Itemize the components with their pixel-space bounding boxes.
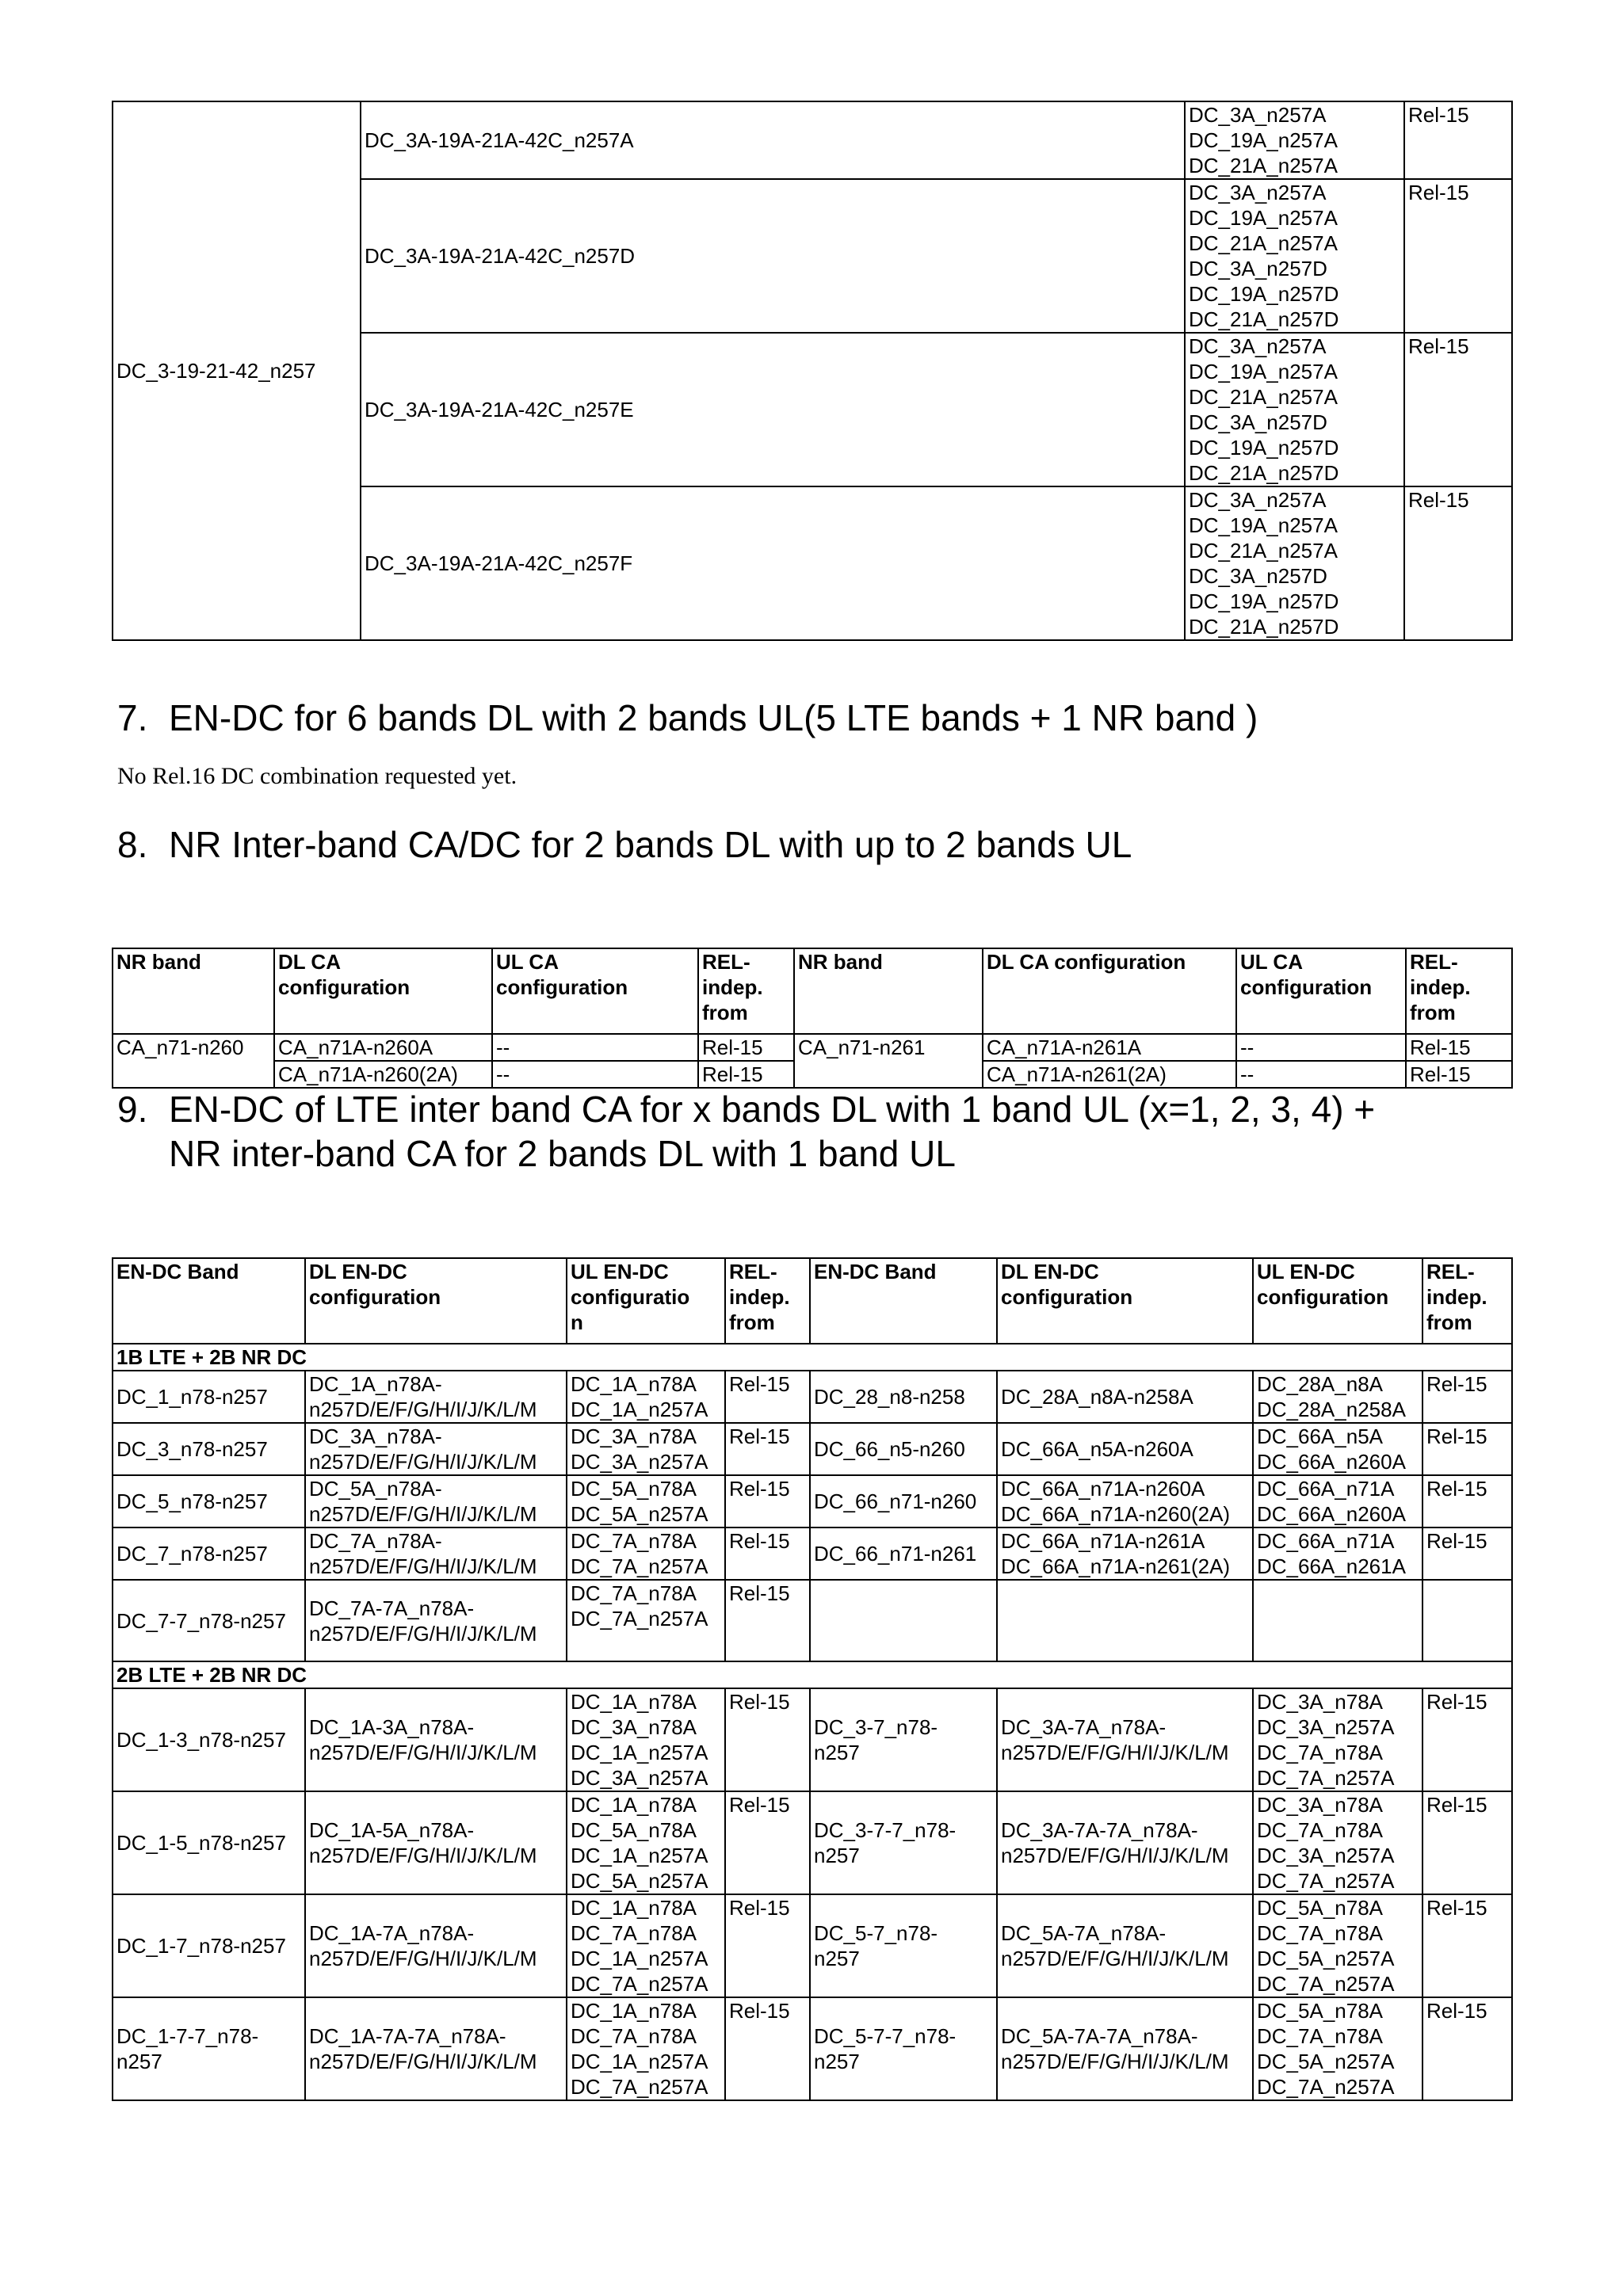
rel-cell: Rel-15 — [1423, 1997, 1512, 2100]
ul-cell: DC_7A_n78A DC_7A_n257A — [567, 1527, 725, 1580]
dl-cell: DC_1A-7A_n78A- n257D/E/F/G/H/I/J/K/L/M — [305, 1894, 567, 1997]
dl-cell: DC_3A_n78A- n257D/E/F/G/H/I/J/K/L/M — [305, 1423, 567, 1475]
table-row — [113, 1688, 1512, 1791]
band-cell: DC_66_n71-n260 — [810, 1475, 997, 1527]
section-number: 7. — [117, 697, 148, 738]
col-header: DL CA configuration — [274, 948, 492, 1034]
dl-cell: DC_28A_n8A-n258A — [997, 1371, 1253, 1423]
section-number: 9. — [117, 1089, 148, 1130]
table-dc-3-19-21-42 — [112, 101, 1513, 641]
col-header: UL CA configuration — [1236, 948, 1406, 1034]
band-cell: DC_1-3_n78-n257 — [113, 1688, 305, 1791]
ul-cell: -- — [492, 1034, 698, 1061]
config-cell: DC_3A-19A-21A-42C_n257D — [361, 179, 1185, 333]
ul-config-cell: DC_3A_n257A DC_19A_n257A DC_21A_n257A — [1185, 101, 1404, 179]
ul-cell: DC_1A_n78A DC_1A_n257A — [567, 1371, 725, 1423]
table-row — [113, 1580, 1512, 1661]
rel-cell: Rel-15 — [698, 1061, 794, 1088]
ul-cell: DC_1A_n78A DC_7A_n78A DC_1A_n257A DC_7A_n257A — [567, 1894, 725, 1997]
config-cell: DC_3A-19A-21A-42C_n257A — [361, 101, 1185, 179]
dl-cell: DC_66A_n71A-n261A DC_66A_n71A-n261(2A) — [997, 1527, 1253, 1580]
band-cell: DC_1-7-7_n78- n257 — [113, 1997, 305, 2100]
ul-cell — [1253, 1580, 1423, 1661]
rel-cell: Rel-15 — [725, 1371, 810, 1423]
rel-cell: Rel-15 — [725, 1997, 810, 2100]
rel-cell — [1423, 1580, 1512, 1661]
band-cell: CA_n71-n261 — [794, 1034, 983, 1088]
col-header: UL EN-DC configuratio n — [567, 1258, 725, 1344]
rel-cell: Rel-15 — [1423, 1475, 1512, 1527]
col-header: REL- indep. from — [698, 948, 794, 1034]
rel-cell: Rel-15 — [1423, 1894, 1512, 1997]
col-header: EN-DC Band — [113, 1258, 305, 1344]
section-title: NR Inter-band CA/DC for 2 bands DL with up to 2 bands UL — [169, 824, 1132, 865]
ul-cell: DC_28A_n8A DC_28A_n258A — [1253, 1371, 1423, 1423]
band-cell: DC_66_n5-n260 — [810, 1423, 997, 1475]
band-cell — [810, 1580, 997, 1661]
config-cell: DC_3A-19A-21A-42C_n257E — [361, 333, 1185, 486]
dl-cell: DC_5A-7A-7A_n78A- n257D/E/F/G/H/I/J/K/L/M — [997, 1997, 1253, 2100]
header-row — [113, 948, 1512, 1034]
dl-cell: CA_n71A-n260A — [274, 1034, 492, 1061]
band-cell: DC_7_n78-n257 — [113, 1527, 305, 1580]
rel-cell: Rel-15 — [1406, 1061, 1512, 1088]
ul-cell: DC_66A_n71A DC_66A_n260A — [1253, 1475, 1423, 1527]
band-cell: DC_66_n71-n261 — [810, 1527, 997, 1580]
dl-cell: CA_n71A-n260(2A) — [274, 1061, 492, 1088]
section-title: EN-DC of LTE inter band CA for x bands DL with 1 band UL (x=1, 2, 3, 4) + NR inter-band CA for 2 bands DL with 1 band UL — [169, 1089, 1376, 1174]
table-en-dc-lte-nr — [112, 1257, 1513, 2101]
ul-config-cell: DC_3A_n257A DC_19A_n257A DC_21A_n257A DC_3A_n257D DC_19A_n257D DC_21A_n257D — [1185, 179, 1404, 333]
col-header: DL EN-DC configuration — [997, 1258, 1253, 1344]
ul-cell: DC_3A_n78A DC_3A_n257A DC_7A_n78A DC_7A_n257A — [1253, 1688, 1423, 1791]
col-header: DL EN-DC configuration — [305, 1258, 567, 1344]
band-cell: DC_7-7_n78-n257 — [113, 1580, 305, 1661]
ul-cell: DC_1A_n78A DC_7A_n78A DC_1A_n257A DC_7A_n257A — [567, 1997, 725, 2100]
dl-cell: DC_1A-3A_n78A- n257D/E/F/G/H/I/J/K/L/M — [305, 1688, 567, 1791]
ul-cell: DC_1A_n78A DC_5A_n78A DC_1A_n257A DC_5A_n257A — [567, 1791, 725, 1894]
band-cell: DC_5-7-7_n78- n257 — [810, 1997, 997, 2100]
col-header: DL CA configuration — [983, 948, 1236, 1034]
band-cell: DC_5-7_n78- n257 — [810, 1894, 997, 1997]
dl-cell: DC_1A_n78A- n257D/E/F/G/H/I/J/K/L/M — [305, 1371, 567, 1423]
ul-cell: DC_3A_n78A DC_7A_n78A DC_3A_n257A DC_7A_n257A — [1253, 1791, 1423, 1894]
band-cell: DC_5_n78-n257 — [113, 1475, 305, 1527]
dl-cell: DC_1A-5A_n78A- n257D/E/F/G/H/I/J/K/L/M — [305, 1791, 567, 1894]
dl-cell: DC_66A_n5A-n260A — [997, 1423, 1253, 1475]
table-row — [113, 1894, 1512, 1997]
dl-cell: DC_3A-7A-7A_n78A- n257D/E/F/G/H/I/J/K/L/M — [997, 1791, 1253, 1894]
dl-cell: CA_n71A-n261(2A) — [983, 1061, 1236, 1088]
dl-cell: DC_5A-7A_n78A- n257D/E/F/G/H/I/J/K/L/M — [997, 1894, 1253, 1997]
rel-cell: Rel-15 — [1404, 179, 1512, 333]
ul-cell: DC_66A_n71A DC_66A_n261A — [1253, 1527, 1423, 1580]
table-row — [113, 1997, 1512, 2100]
ul-cell: DC_5A_n78A DC_7A_n78A DC_5A_n257A DC_7A_n257A — [1253, 1997, 1423, 2100]
dl-cell: DC_5A_n78A- n257D/E/F/G/H/I/J/K/L/M — [305, 1475, 567, 1527]
band-cell: DC_3-7_n78- n257 — [810, 1688, 997, 1791]
section-number: 8. — [117, 824, 148, 865]
rel-cell: Rel-15 — [725, 1688, 810, 1791]
section-7-note: No Rel.16 DC combination requested yet. — [117, 763, 517, 789]
group-row — [113, 1661, 1512, 1688]
group-label: 1B LTE + 2B NR DC — [113, 1344, 1512, 1371]
ul-cell: DC_1A_n78A DC_3A_n78A DC_1A_n257A DC_3A_n257A — [567, 1688, 725, 1791]
ul-cell: DC_7A_n78A DC_7A_n257A — [567, 1580, 725, 1661]
rel-cell: Rel-15 — [1406, 1034, 1512, 1061]
rel-cell: Rel-15 — [1423, 1688, 1512, 1791]
table-row — [113, 1791, 1512, 1894]
rel-cell: Rel-15 — [1404, 101, 1512, 179]
header-row — [113, 1258, 1512, 1344]
band-cell: DC_3-19-21-42_n257 — [113, 101, 361, 640]
ul-cell: -- — [492, 1061, 698, 1088]
dl-cell: CA_n71A-n261A — [983, 1034, 1236, 1061]
table-row — [113, 1527, 1512, 1580]
rel-cell: Rel-15 — [725, 1475, 810, 1527]
rel-cell: Rel-15 — [725, 1894, 810, 1997]
rel-cell: Rel-15 — [725, 1580, 810, 1661]
ul-cell: -- — [1236, 1034, 1406, 1061]
col-header: UL CA configuration — [492, 948, 698, 1034]
band-cell: DC_28_n8-n258 — [810, 1371, 997, 1423]
ul-config-cell: DC_3A_n257A DC_19A_n257A DC_21A_n257A DC_3A_n257D DC_19A_n257D DC_21A_n257D — [1185, 486, 1404, 640]
table-nr-inter-band-ca — [112, 948, 1513, 1089]
section-title: EN-DC for 6 bands DL with 2 bands UL(5 LTE bands + 1 NR band ) — [169, 697, 1258, 738]
dl-cell: DC_1A-7A-7A_n78A- n257D/E/F/G/H/I/J/K/L/M — [305, 1997, 567, 2100]
config-cell: DC_3A-19A-21A-42C_n257F — [361, 486, 1185, 640]
table-row — [113, 1423, 1512, 1475]
ul-cell: -- — [1236, 1061, 1406, 1088]
rel-cell: Rel-15 — [1404, 333, 1512, 486]
ul-cell: DC_5A_n78A DC_5A_n257A — [567, 1475, 725, 1527]
band-cell: DC_3_n78-n257 — [113, 1423, 305, 1475]
rel-cell: Rel-15 — [1423, 1791, 1512, 1894]
dl-cell: DC_7A-7A_n78A- n257D/E/F/G/H/I/J/K/L/M — [305, 1580, 567, 1661]
band-cell: DC_1-7_n78-n257 — [113, 1894, 305, 1997]
dl-cell: DC_66A_n71A-n260A DC_66A_n71A-n260(2A) — [997, 1475, 1253, 1527]
col-header: NR band — [794, 948, 983, 1034]
ul-config-cell: DC_3A_n257A DC_19A_n257A DC_21A_n257A DC_3A_n257D DC_19A_n257D DC_21A_n257D — [1185, 333, 1404, 486]
table-row — [113, 1371, 1512, 1423]
col-header: NR band — [113, 948, 274, 1034]
rel-cell: Rel-15 — [725, 1527, 810, 1580]
col-header: REL- indep. from — [1406, 948, 1512, 1034]
dl-cell: DC_7A_n78A- n257D/E/F/G/H/I/J/K/L/M — [305, 1527, 567, 1580]
col-header: UL EN-DC configuration — [1253, 1258, 1423, 1344]
band-cell: DC_3-7-7_n78- n257 — [810, 1791, 997, 1894]
rel-cell: Rel-15 — [725, 1791, 810, 1894]
ul-cell: DC_3A_n78A DC_3A_n257A — [567, 1423, 725, 1475]
col-header: REL- indep. from — [725, 1258, 810, 1344]
group-label: 2B LTE + 2B NR DC — [113, 1661, 1512, 1688]
band-cell: DC_1-5_n78-n257 — [113, 1791, 305, 1894]
table-row — [113, 101, 1512, 179]
dl-cell: DC_3A-7A_n78A- n257D/E/F/G/H/I/J/K/L/M — [997, 1688, 1253, 1791]
table-row — [113, 1034, 1512, 1061]
rel-cell: Rel-15 — [1423, 1527, 1512, 1580]
rel-cell: Rel-15 — [725, 1423, 810, 1475]
rel-cell: Rel-15 — [698, 1034, 794, 1061]
rel-cell: Rel-15 — [1404, 486, 1512, 640]
band-cell: CA_n71-n260 — [113, 1034, 274, 1088]
table-row — [113, 1475, 1512, 1527]
band-cell: DC_1_n78-n257 — [113, 1371, 305, 1423]
group-row — [113, 1344, 1512, 1371]
rel-cell: Rel-15 — [1423, 1371, 1512, 1423]
col-header: EN-DC Band — [810, 1258, 997, 1344]
col-header: REL- indep. from — [1423, 1258, 1512, 1344]
ul-cell: DC_66A_n5A DC_66A_n260A — [1253, 1423, 1423, 1475]
dl-cell — [997, 1580, 1253, 1661]
ul-cell: DC_5A_n78A DC_7A_n78A DC_5A_n257A DC_7A_n257A — [1253, 1894, 1423, 1997]
rel-cell: Rel-15 — [1423, 1423, 1512, 1475]
